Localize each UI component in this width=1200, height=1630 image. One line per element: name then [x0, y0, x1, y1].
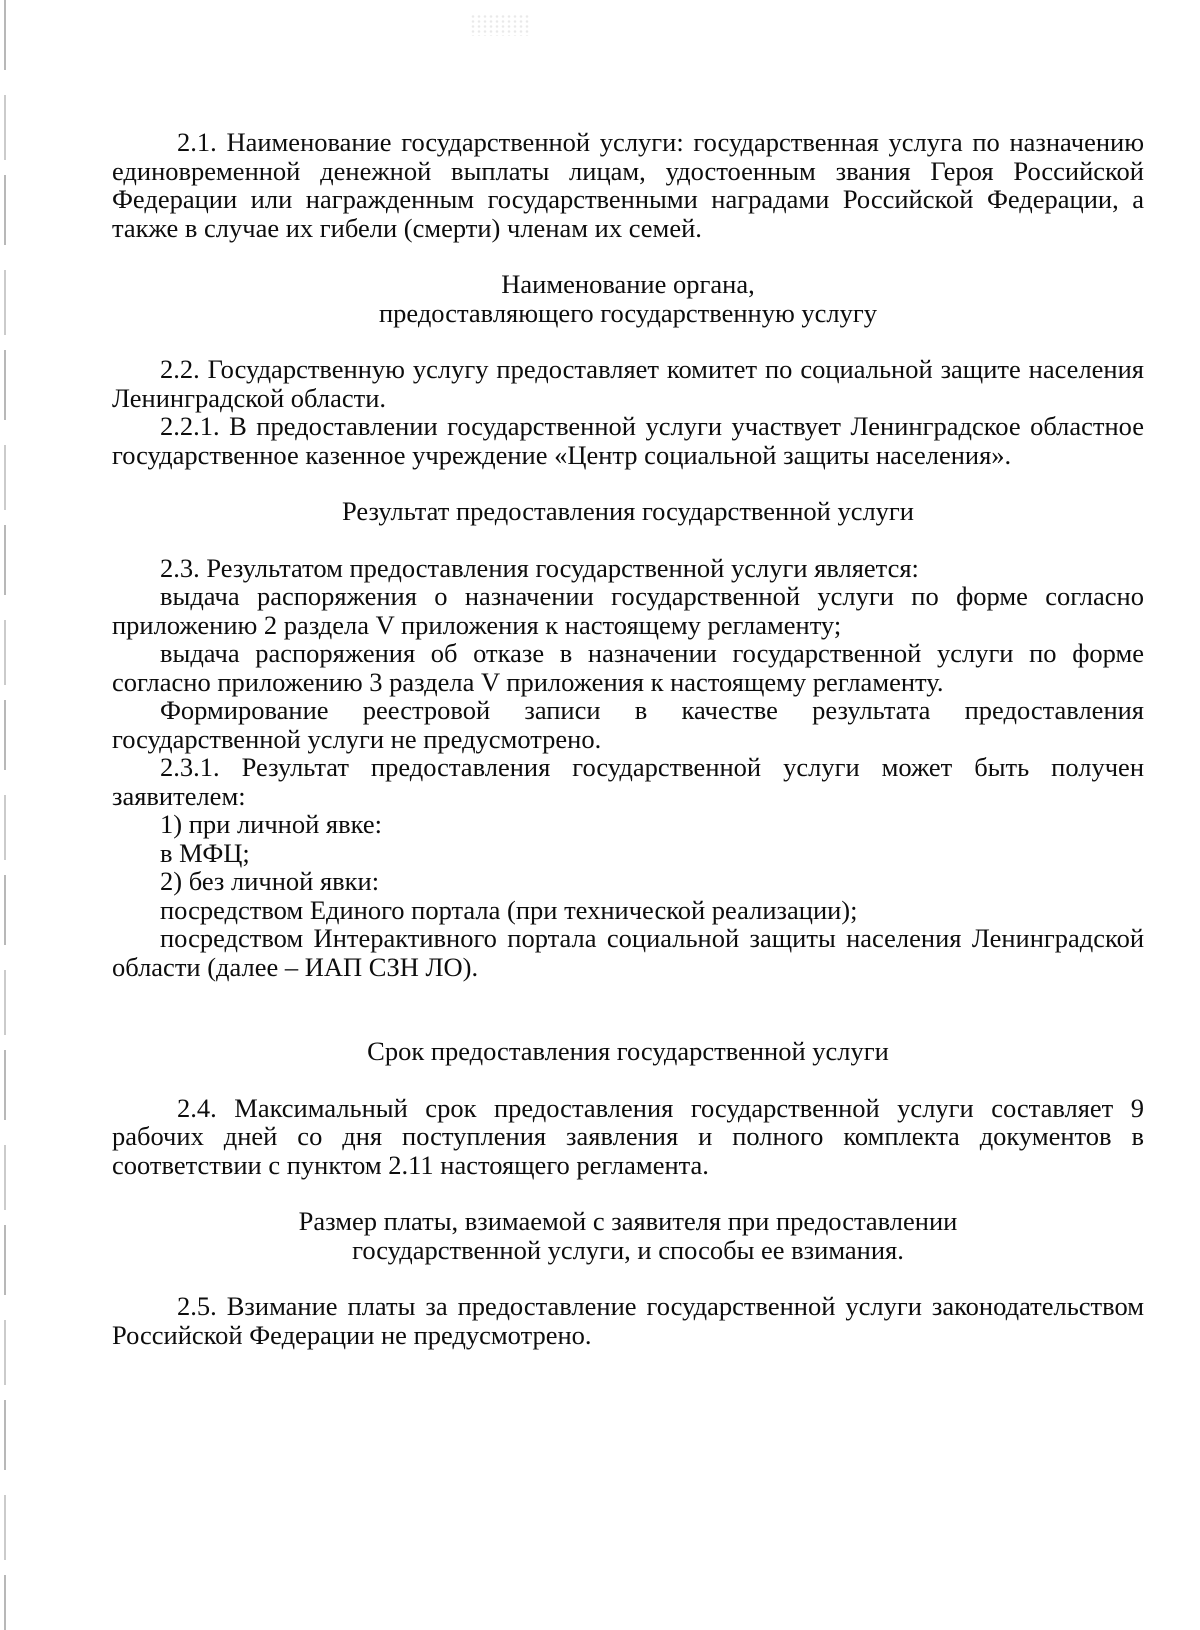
list-item-mfc: в МФЦ; [160, 837, 250, 868]
heading-result: Результат предоставления государственной услуги [342, 496, 914, 526]
heading-fee-line-1: Размер платы, взимаемой с заявителя при предоставлении [298, 1206, 958, 1236]
paragraph-2-3-option-b: выдача распоряжения об отказе в назначении государственной услуги по форме согласно приложению 3 раздела V приложения к настоящему регламенту. [112, 638, 1144, 697]
list-item-interactive-portal: посредством Интерактивного портала социальной защиты населения Ленинградской области (далее – ИАП СЗН ЛО). [112, 923, 1144, 982]
heading-organ-line-1: Наименование органа, [501, 269, 755, 299]
list-item-no-visit: 2) без личной явки: [160, 866, 380, 896]
scan-edge-artifact [4, 0, 6, 1630]
document-body [112, 128, 1144, 1349]
paragraph-2-3-1: 2.3.1. Результат предоставления государственной услуги может быть получен заявителем: [112, 752, 1144, 811]
heading-organ-line-2: предоставляющего государственную услугу [378, 297, 877, 328]
paragraph-2-3-option-a: выдача распоряжения о назначении государственной услуги по форме согласно приложению 2 раздела V приложения к настоящему регламенту; [112, 581, 1144, 640]
paragraph-2-3: 2.3. Результатом предоставления государственной услуги является: [160, 552, 919, 583]
paragraph-2-4: 2.4. Максимальный срок предоставления государственной услуги составляет 9 рабочих дней со дня поступления заявления и полного комплекта документов в соответствии с пунктом 2.11 настоящего регламента. [112, 1092, 1144, 1180]
paragraph-2-5: 2.5. Взимание платы за предоставление государственной услуги законодательством Российской Федерации не предусмотрено. [112, 1291, 1144, 1350]
paragraph-2-2-1: 2.2.1. В предоставлении государственной услуги участвует Ленинградское областное государственное казенное учреждение «Центр социальной защиты населения». [112, 411, 1144, 470]
heading-fee-line-2: государственной услуги, и способы ее взимания. [352, 1234, 904, 1265]
scan-noise-artifact [470, 14, 530, 36]
list-item-personal-visit: 1) при личной явке: [160, 809, 382, 839]
paragraph-2-1: 2.1. Наименование государственной услуги: государственная услуга по назначению единовременной денежной выплаты лицам, удостоенным звания Героя Российской Федерации или награжденным государственными наградами Российской Федерации, а также в случае их гибели (смерти) членам их семей. [112, 127, 1144, 243]
paragraph-2-2: 2.2. Государственную услугу предоставляет комитет по социальной защите населения Ленинградской области. [112, 354, 1144, 413]
paragraph-2-3-registry-note: Формирование реестровой записи в качестве результата предоставления государственной услуги не предусмотрено. [112, 695, 1144, 754]
heading-term: Срок предоставления государственной услуги [367, 1036, 889, 1066]
list-item-unified-portal: посредством Единого портала (при технической реализации); [160, 894, 858, 925]
